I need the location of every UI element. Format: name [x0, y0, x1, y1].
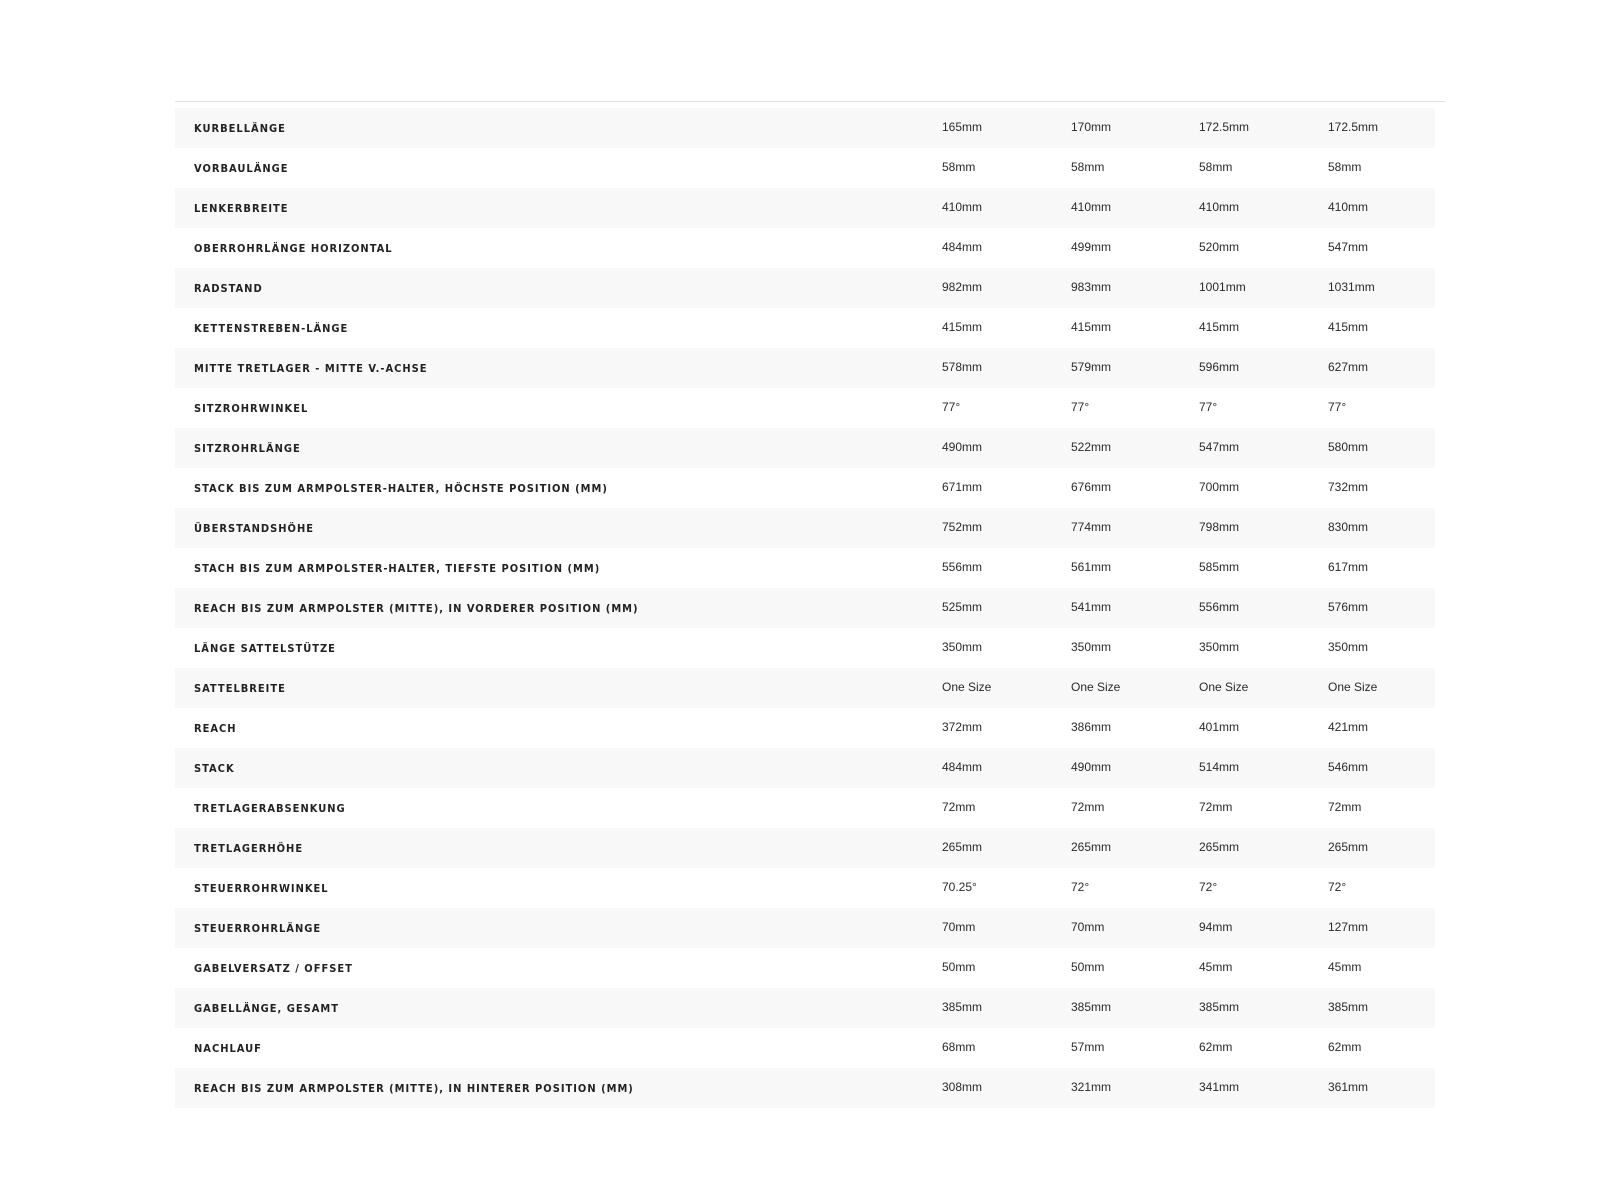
- size-value-cell: 490mm: [942, 440, 983, 454]
- table-row: [175, 908, 1435, 948]
- size-value-cell: 265mm: [1199, 840, 1240, 854]
- size-value-cell: One Size: [942, 680, 992, 694]
- size-value-cell: 62mm: [1199, 1040, 1233, 1054]
- size-value-cell: 410mm: [1328, 200, 1369, 214]
- row-label: KURBELLÄNGE: [194, 122, 286, 135]
- size-value-cell: 556mm: [942, 560, 983, 574]
- size-value-cell: 522mm: [1071, 440, 1112, 454]
- size-value-cell: 341mm: [1199, 1080, 1240, 1094]
- size-value-cell: 50mm: [942, 960, 976, 974]
- size-value-cell: 546mm: [1328, 760, 1369, 774]
- size-value-cell: 385mm: [1199, 1000, 1240, 1014]
- row-label: VORBAULÄNGE: [194, 162, 289, 175]
- size-value-cell: 617mm: [1328, 560, 1369, 574]
- size-value-cell: 265mm: [1328, 840, 1369, 854]
- row-label: MITTE TRETLAGER - MITTE V.-ACHSE: [194, 362, 428, 375]
- row-label: SITZROHRWINKEL: [194, 402, 309, 415]
- size-value-cell: 72mm: [1199, 800, 1233, 814]
- row-label: REACH: [194, 722, 237, 735]
- size-value-cell: 77°: [1328, 400, 1347, 414]
- size-value-cell: 68mm: [942, 1040, 976, 1054]
- size-value-cell: 774mm: [1071, 520, 1112, 534]
- size-value-cell: 321mm: [1071, 1080, 1112, 1094]
- row-label: TRETLAGERABSENKUNG: [194, 802, 346, 815]
- size-value-cell: 499mm: [1071, 240, 1112, 254]
- table-row: [175, 868, 1435, 908]
- table-row: [175, 948, 1435, 988]
- table-row: [175, 708, 1435, 748]
- size-value-cell: 70mm: [942, 920, 976, 934]
- size-value-cell: 72mm: [1328, 800, 1362, 814]
- size-value-cell: 580mm: [1328, 440, 1369, 454]
- size-value-cell: 752mm: [942, 520, 983, 534]
- size-value-cell: 385mm: [1071, 1000, 1112, 1014]
- table-row: [175, 468, 1435, 508]
- size-value-cell: 415mm: [1199, 320, 1240, 334]
- size-value-cell: 676mm: [1071, 480, 1112, 494]
- size-value-cell: 70.25°: [942, 880, 977, 894]
- size-value-cell: 627mm: [1328, 360, 1369, 374]
- table-row: [175, 348, 1435, 388]
- size-value-cell: 415mm: [1071, 320, 1112, 334]
- table-row: [175, 988, 1435, 1028]
- size-value-cell: 72°: [1199, 880, 1218, 894]
- row-label: STEUERROHRWINKEL: [194, 882, 329, 895]
- row-label: GABELVERSATZ / OFFSET: [194, 962, 353, 975]
- row-label: REACH BIS ZUM ARMPOLSTER (MITTE), IN HINTERER POSITION (MM): [194, 1082, 634, 1095]
- size-value-cell: 576mm: [1328, 600, 1369, 614]
- table-row: [175, 828, 1435, 868]
- size-value-cell: 77°: [1199, 400, 1218, 414]
- size-value-cell: 57mm: [1071, 1040, 1105, 1054]
- size-value-cell: 579mm: [1071, 360, 1112, 374]
- size-value-cell: 401mm: [1199, 720, 1240, 734]
- size-value-cell: 50mm: [1071, 960, 1105, 974]
- size-value-cell: 415mm: [1328, 320, 1369, 334]
- size-value-cell: 410mm: [1199, 200, 1240, 214]
- table-row: [175, 268, 1435, 308]
- table-row: [175, 1068, 1435, 1108]
- size-value-cell: 385mm: [1328, 1000, 1369, 1014]
- size-value-cell: 830mm: [1328, 520, 1369, 534]
- size-value-cell: 410mm: [1071, 200, 1112, 214]
- size-value-cell: 561mm: [1071, 560, 1112, 574]
- size-value-cell: 350mm: [1071, 640, 1112, 654]
- size-value-cell: One Size: [1328, 680, 1378, 694]
- row-label: ÜBERSTANDSHÖHE: [194, 522, 315, 535]
- size-value-cell: 127mm: [1328, 920, 1369, 934]
- table-row: [175, 628, 1435, 668]
- size-value-cell: 58mm: [1199, 160, 1233, 174]
- row-label: SITZROHRLÄNGE: [194, 442, 301, 455]
- geometry-table: [175, 108, 1435, 1108]
- row-label: OBERROHRLÄNGE HORIZONTAL: [194, 242, 393, 255]
- size-value-cell: 58mm: [1071, 160, 1105, 174]
- row-label: NACHLAUF: [194, 1042, 262, 1055]
- size-value-cell: 265mm: [1071, 840, 1112, 854]
- size-value-cell: 350mm: [1328, 640, 1369, 654]
- size-value-cell: 732mm: [1328, 480, 1369, 494]
- table-row: [175, 1028, 1435, 1068]
- size-value-cell: 72mm: [1071, 800, 1105, 814]
- size-value-cell: 421mm: [1328, 720, 1369, 734]
- top-divider: [175, 101, 1445, 102]
- size-value-cell: 798mm: [1199, 520, 1240, 534]
- size-value-cell: 350mm: [942, 640, 983, 654]
- table-row: [175, 388, 1435, 428]
- row-label: RADSTAND: [194, 282, 263, 295]
- table-row: [175, 748, 1435, 788]
- size-value-cell: 77°: [1071, 400, 1090, 414]
- size-value-cell: 520mm: [1199, 240, 1240, 254]
- size-value-cell: 265mm: [942, 840, 983, 854]
- row-label: TRETLAGERHÖHE: [194, 842, 304, 855]
- size-value-cell: 578mm: [942, 360, 983, 374]
- size-value-cell: 165mm: [942, 120, 983, 134]
- table-row: [175, 548, 1435, 588]
- size-value-cell: 70mm: [1071, 920, 1105, 934]
- size-value-cell: 410mm: [942, 200, 983, 214]
- size-value-cell: 308mm: [942, 1080, 983, 1094]
- size-value-cell: 385mm: [942, 1000, 983, 1014]
- table-row: [175, 228, 1435, 268]
- size-value-cell: 94mm: [1199, 920, 1233, 934]
- size-value-cell: One Size: [1199, 680, 1249, 694]
- size-value-cell: 45mm: [1328, 960, 1362, 974]
- table-row: [175, 788, 1435, 828]
- size-value-cell: 671mm: [942, 480, 983, 494]
- size-value-cell: 45mm: [1199, 960, 1233, 974]
- size-value-cell: 172.5mm: [1199, 120, 1250, 134]
- table-row: [175, 308, 1435, 348]
- size-value-cell: 982mm: [942, 280, 983, 294]
- row-label: GABELLÄNGE, GESAMT: [194, 1002, 339, 1015]
- row-label: STACK: [194, 762, 235, 775]
- row-label: SATTELBREITE: [194, 682, 286, 695]
- size-value-cell: 386mm: [1071, 720, 1112, 734]
- table-row: [175, 588, 1435, 628]
- row-label: REACH BIS ZUM ARMPOLSTER (MITTE), IN VORDERER POSITION (MM): [194, 602, 639, 615]
- size-value-cell: 72°: [1328, 880, 1347, 894]
- size-value-cell: 58mm: [942, 160, 976, 174]
- row-label: LENKERBREITE: [194, 202, 289, 215]
- table-row: [175, 508, 1435, 548]
- size-value-cell: 556mm: [1199, 600, 1240, 614]
- row-label: STEUERROHRLÄNGE: [194, 922, 322, 935]
- table-row: [175, 188, 1435, 228]
- table-row: [175, 108, 1435, 148]
- size-value-cell: 350mm: [1199, 640, 1240, 654]
- table-row: [175, 428, 1435, 468]
- size-value-cell: 525mm: [942, 600, 983, 614]
- size-value-cell: 62mm: [1328, 1040, 1362, 1054]
- row-label: STACH BIS ZUM ARMPOLSTER-HALTER, TIEFSTE POSITION (MM): [194, 562, 601, 575]
- size-value-cell: 77°: [942, 400, 961, 414]
- size-value-cell: 484mm: [942, 240, 983, 254]
- size-value-cell: 514mm: [1199, 760, 1240, 774]
- size-value-cell: 596mm: [1199, 360, 1240, 374]
- size-value-cell: 361mm: [1328, 1080, 1369, 1094]
- size-value-cell: 484mm: [942, 760, 983, 774]
- size-value-cell: 372mm: [942, 720, 983, 734]
- table-row: [175, 148, 1435, 188]
- size-value-cell: 72mm: [942, 800, 976, 814]
- size-value-cell: 72°: [1071, 880, 1090, 894]
- size-value-cell: 541mm: [1071, 600, 1112, 614]
- geometry-table-container: [175, 101, 1445, 1108]
- row-label: STACK BIS ZUM ARMPOLSTER-HALTER, HÖCHSTE POSITION (MM): [194, 482, 608, 495]
- size-value-cell: 172.5mm: [1328, 120, 1379, 134]
- size-value-cell: One Size: [1071, 680, 1121, 694]
- size-value-cell: 170mm: [1071, 120, 1112, 134]
- table-row: [175, 668, 1435, 708]
- size-value-cell: 983mm: [1071, 280, 1112, 294]
- size-value-cell: 547mm: [1199, 440, 1240, 454]
- size-value-cell: 490mm: [1071, 760, 1112, 774]
- size-value-cell: 58mm: [1328, 160, 1362, 174]
- row-label: LÄNGE SATTELSTÜTZE: [194, 642, 336, 655]
- size-value-cell: 547mm: [1328, 240, 1369, 254]
- size-value-cell: 585mm: [1199, 560, 1240, 574]
- size-value-cell: 415mm: [942, 320, 983, 334]
- size-value-cell: 1031mm: [1328, 280, 1375, 294]
- size-value-cell: 1001mm: [1199, 280, 1246, 294]
- row-label: KETTENSTREBEN-LÄNGE: [194, 322, 349, 335]
- size-value-cell: 700mm: [1199, 480, 1240, 494]
